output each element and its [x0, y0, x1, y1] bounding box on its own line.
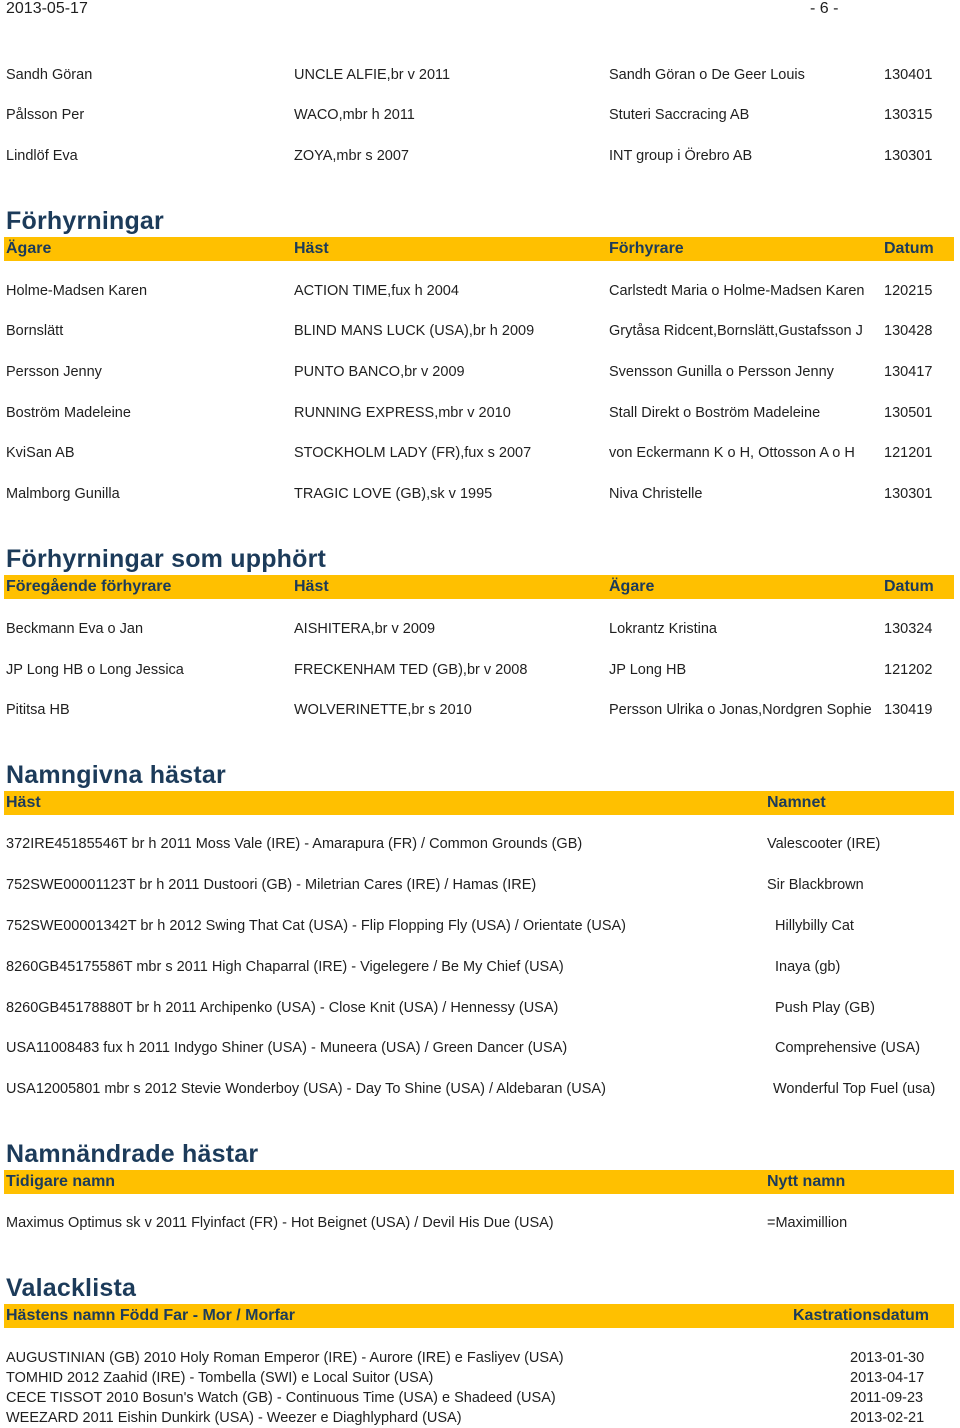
gelding-description-cell: AUGUSTINIAN (GB) 2010 Holy Roman Emperor (IRE) - Aurore (IRE) e Fasliyev (USA): [6, 1350, 564, 1366]
column-header: Nytt namn: [767, 1173, 846, 1190]
horse-cell: ACTION TIME,fux h 2004: [294, 283, 459, 299]
table-header-namnandrade: [4, 1170, 954, 1194]
horse-cell: TRAGIC LOVE (GB),sk v 1995: [294, 486, 493, 502]
column-header: Datum: [884, 578, 934, 595]
table-row: [0, 660, 960, 680]
column-header: Häst: [294, 578, 329, 595]
table-row: [0, 65, 960, 85]
page-number: - 6 -: [810, 0, 839, 17]
column-header: Förhyrare: [609, 240, 684, 257]
horse-cell: STOCKHOLM LADY (FR),fux s 2007: [294, 445, 532, 461]
previous-renter-cell: JP Long HB o Long Jessica: [6, 662, 184, 678]
castration-date-cell: 2013-02-21: [850, 1410, 925, 1426]
table-row: [0, 998, 960, 1018]
table-row: [0, 484, 960, 504]
horse-cell: UNCLE ALFIE,br v 2011: [294, 67, 451, 83]
previous-renter-cell: Pititsa HB: [6, 702, 70, 718]
owner-cell: Pålsson Per: [6, 107, 85, 123]
date-cell: 130315: [884, 107, 933, 123]
horse-description-cell: 372IRE45185546T br h 2011 Moss Vale (IRE) - Amarapura (FR) / Common Grounds (GB): [6, 836, 583, 852]
date-cell: 130419: [884, 702, 933, 718]
date-cell: 121201: [884, 445, 933, 461]
table-row: [0, 443, 960, 463]
renter-cell: Grytåsa Ridcent,Bornslätt,Gustafsson J: [609, 323, 863, 339]
horse-description-cell: 8260GB45178880T br h 2011 Archipenko (USA) - Close Knit (USA) / Hennessy (USA): [6, 1000, 559, 1016]
column-header: Namnet: [767, 794, 826, 811]
renter-cell: Svensson Gunilla o Persson Jenny: [609, 364, 834, 380]
section-title-namngivna: Namngivna hästar: [6, 761, 226, 789]
horse-cell: AISHITERA,br v 2009: [294, 621, 436, 637]
castration-date-cell: 2011-09-23: [850, 1390, 924, 1406]
previous-renter-cell: Beckmann Eva o Jan: [6, 621, 144, 637]
owner-cell: JP Long HB: [609, 662, 687, 678]
table-row: [0, 403, 960, 423]
castration-date-cell: 2013-04-17: [850, 1370, 925, 1386]
renter-cell: Niva Christelle: [609, 486, 703, 502]
owner-cell: Malmborg Gunilla: [6, 486, 120, 502]
horse-cell: WOLVERINETTE,br s 2010: [294, 702, 472, 718]
renter-cell: Sandh Göran o De Geer Louis: [609, 67, 805, 83]
horse-description-cell: USA12005801 mbr s 2012 Stevie Wonderboy (USA) - Day To Shine (USA) / Aldebaran (USA): [6, 1081, 606, 1097]
table-row: [0, 362, 960, 382]
column-header: Häst: [294, 240, 329, 257]
horse-cell: BLIND MANS LUCK (USA),br h 2009: [294, 323, 535, 339]
date-cell: 120215: [884, 283, 933, 299]
date-cell: 130417: [884, 364, 933, 380]
table-row: [0, 834, 960, 854]
owner-cell: KviSan AB: [6, 445, 75, 461]
owner-cell: Lokrantz Kristina: [609, 621, 717, 637]
name-cell: Sir Blackbrown: [767, 877, 864, 893]
table-row: [0, 916, 960, 936]
date-cell: 130401: [884, 67, 933, 83]
table-row: [0, 321, 960, 341]
column-header: Ägare: [609, 578, 655, 595]
column-header: Tidigare namn: [6, 1173, 116, 1190]
horse-description-cell: 752SWE00001342T br h 2012 Swing That Cat (USA) - Flip Flopping Fly (USA) / Orientate (USA): [6, 918, 627, 934]
table-row: [0, 957, 960, 977]
owner-cell: Boström Madeleine: [6, 405, 131, 421]
date-cell: 130501: [884, 405, 933, 421]
name-cell: Wonderful Top Fuel (usa): [773, 1081, 936, 1097]
table-row: [0, 1213, 960, 1233]
horse-cell: RUNNING EXPRESS,mbr v 2010: [294, 405, 511, 421]
column-header: Kastrationsdatum: [793, 1307, 930, 1324]
table-row: [0, 1079, 960, 1099]
new-name-cell: =Maximillion: [767, 1215, 848, 1231]
owner-cell: Persson Jenny: [6, 364, 102, 380]
owner-cell: Persson Ulrika o Jonas,Nordgren Sophie: [609, 702, 872, 718]
owner-cell: Holme-Madsen Karen: [6, 283, 148, 299]
table-header-upphort: [4, 575, 954, 599]
column-header: Datum: [884, 240, 934, 257]
date-cell: 130301: [884, 486, 933, 502]
table-row: [0, 700, 960, 720]
table-row: [0, 875, 960, 895]
date-cell: 121202: [884, 662, 933, 678]
table-row: [0, 1408, 960, 1428]
renter-cell: Stall Direkt o Boström Madeleine: [609, 405, 821, 421]
horse-cell: FRECKENHAM TED (GB),br v 2008: [294, 662, 528, 678]
section-title-upphort: Förhyrningar som upphört: [6, 545, 327, 573]
section-title-valacklista: Valacklista: [6, 1274, 137, 1302]
page-date: 2013-05-17: [6, 0, 88, 17]
renter-cell: INT group i Örebro AB: [609, 148, 753, 164]
table-row: [0, 146, 960, 166]
name-cell: Hillybilly Cat: [775, 918, 854, 934]
table-row: [0, 1348, 960, 1368]
name-cell: Inaya (gb): [775, 959, 841, 975]
column-header: Föregående förhyrare: [6, 578, 172, 595]
renter-cell: Stuteri Saccracing AB: [609, 107, 750, 123]
gelding-description-cell: CECE TISSOT 2010 Bosun's Watch (GB) - Continuous Time (USA) e Shadeed (USA): [6, 1390, 556, 1406]
table-row: [0, 105, 960, 125]
table-header-forhyrningar: [4, 237, 954, 261]
date-cell: 130324: [884, 621, 933, 637]
table-row: [0, 619, 960, 639]
owner-cell: Lindlöf Eva: [6, 148, 78, 164]
owner-cell: Bornslätt: [6, 323, 64, 339]
name-cell: Push Play (GB): [775, 1000, 875, 1016]
horse-cell: WACO,mbr h 2011: [294, 107, 415, 123]
table-row: [0, 281, 960, 301]
column-header: Häst: [6, 794, 41, 811]
table-row: [0, 1368, 960, 1388]
horse-description-cell: 752SWE00001123T br h 2011 Dustoori (GB) - Miletrian Cares (IRE) / Hamas (IRE): [6, 877, 537, 893]
name-cell: Valescooter (IRE): [767, 836, 881, 852]
table-header-valacklista: [4, 1304, 954, 1328]
horse-description-cell: USA11008483 fux h 2011 Indygo Shiner (USA) - Muneera (USA) / Green Dancer (USA): [6, 1040, 568, 1056]
renter-cell: Carlstedt Maria o Holme-Madsen Karen: [609, 283, 865, 299]
horse-cell: ZOYA,mbr s 2007: [294, 148, 409, 164]
table-row: [0, 1038, 960, 1058]
section-title-namnandrade: Namnändrade hästar: [6, 1140, 259, 1168]
name-cell: Comprehensive (USA): [775, 1040, 921, 1056]
gelding-description-cell: TOMHID 2012 Zaahid (IRE) - Tombella (SWI) e Local Suitor (USA): [6, 1370, 434, 1386]
renter-cell: von Eckermann K o H, Ottosson A o H: [609, 445, 855, 461]
horse-cell: PUNTO BANCO,br v 2009: [294, 364, 465, 380]
table-header-namngivna: [4, 791, 954, 815]
castration-date-cell: 2013-01-30: [850, 1350, 925, 1366]
column-header: Hästens namn Född Far - Mor / Morfar: [6, 1307, 295, 1324]
section-title-forhyrningar: Förhyrningar: [6, 207, 164, 235]
date-cell: 130428: [884, 323, 933, 339]
column-header: Ägare: [6, 240, 52, 257]
gelding-description-cell: WEEZARD 2011 Eishin Dunkirk (USA) - Weezer e Diaghlyphard (USA): [6, 1410, 462, 1426]
horse-description-cell: 8260GB45175586T mbr s 2011 High Chaparral (IRE) - Vigelegere / Be My Chief (USA): [6, 959, 564, 975]
date-cell: 130301: [884, 148, 933, 164]
table-row: [0, 1388, 960, 1408]
owner-cell: Sandh Göran: [6, 67, 93, 83]
previous-name-cell: Maximus Optimus sk v 2011 Flyinfact (FR) - Hot Beignet (USA) / Devil His Due (USA): [6, 1215, 554, 1231]
